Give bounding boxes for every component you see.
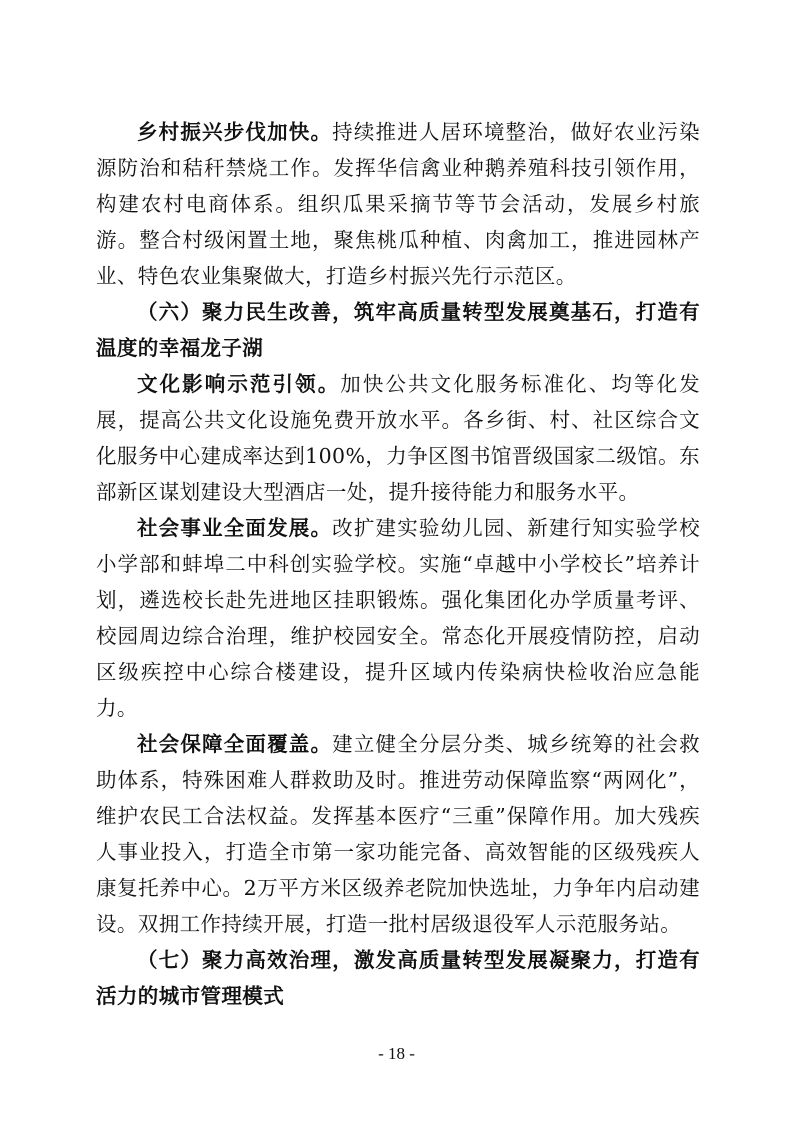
paragraph-text: 建立健全分层分类、城乡统筹的社会救助体系，特殊困难人群救助及时。推进劳动保障监察“两网化”，维护农民工合法权益。发挥基本医疗“三重”保障作用。加大残疾人事业投入，打造全市第一家功能完备、高效智能的区级残疾人康复托养中心。2万平方米区级养老院加快选址，力争年内启动建设。双拥工作持续开展，打造一批村居级退役军人示范服务站。 xyxy=(96,732,700,936)
section-heading-seven: （七）聚力高效治理，激发高质量转型发展凝聚力，打造有活力的城市管理模式 xyxy=(96,948,700,1008)
document-body xyxy=(96,114,700,1014)
paragraph-lead: 社会事业全面发展。 xyxy=(137,516,333,540)
page-number: - 18 - xyxy=(378,1044,415,1063)
section-heading-six: （六）聚力民生改善，筑牢高质量转型发展奠基石，打造有温度的幸福龙子湖 xyxy=(96,300,700,360)
paragraph-social-security xyxy=(96,726,700,942)
paragraph-lead: 文化影响示范引领。 xyxy=(137,372,341,396)
paragraph-lead: 乡村振兴步伐加快。 xyxy=(137,120,333,144)
paragraph-text: 改扩建实验幼儿园、新建行知实验学校小学部和蚌埠二中科创实验学校。实施“卓越中小学校长”培养计划，遴选校长赴先进地区挂职锻炼。强化集团化办学质量考评、校园周边综合治理，维护校园安全。常态化开展疫情防控，启动区级疾控中心综合楼建设，提升区域内传染病快检收治应急能力。 xyxy=(96,516,700,720)
paragraph-culture xyxy=(96,366,700,510)
paragraph-rural-revitalization xyxy=(96,114,700,294)
paragraph-text: 加快公共文化服务标准化、均等化发展，提高公共文化设施免费开放水平。各乡街、村、社区综合文化服务中心建成率达到100%，力争区图书馆晋级国家二级馆。东部新区谋划建设大型酒店一处，提升接待能力和服务水平。 xyxy=(96,372,700,504)
paragraph-social-undertakings xyxy=(96,510,700,726)
paragraph-text: 持续推进人居环境整治，做好农业污染源防治和秸秆禁烧工作。发挥华信禽业种鹅养殖科技引领作用，构建农村电商体系。组织瓜果采摘节等节会活动，发展乡村旅游。整合村级闲置土地，聚焦桃瓜种植、肉禽加工，推进园林产业、特色农业集聚做大，打造乡村振兴先行示范区。 xyxy=(96,120,700,288)
paragraph-lead: 社会保障全面覆盖。 xyxy=(137,732,333,756)
